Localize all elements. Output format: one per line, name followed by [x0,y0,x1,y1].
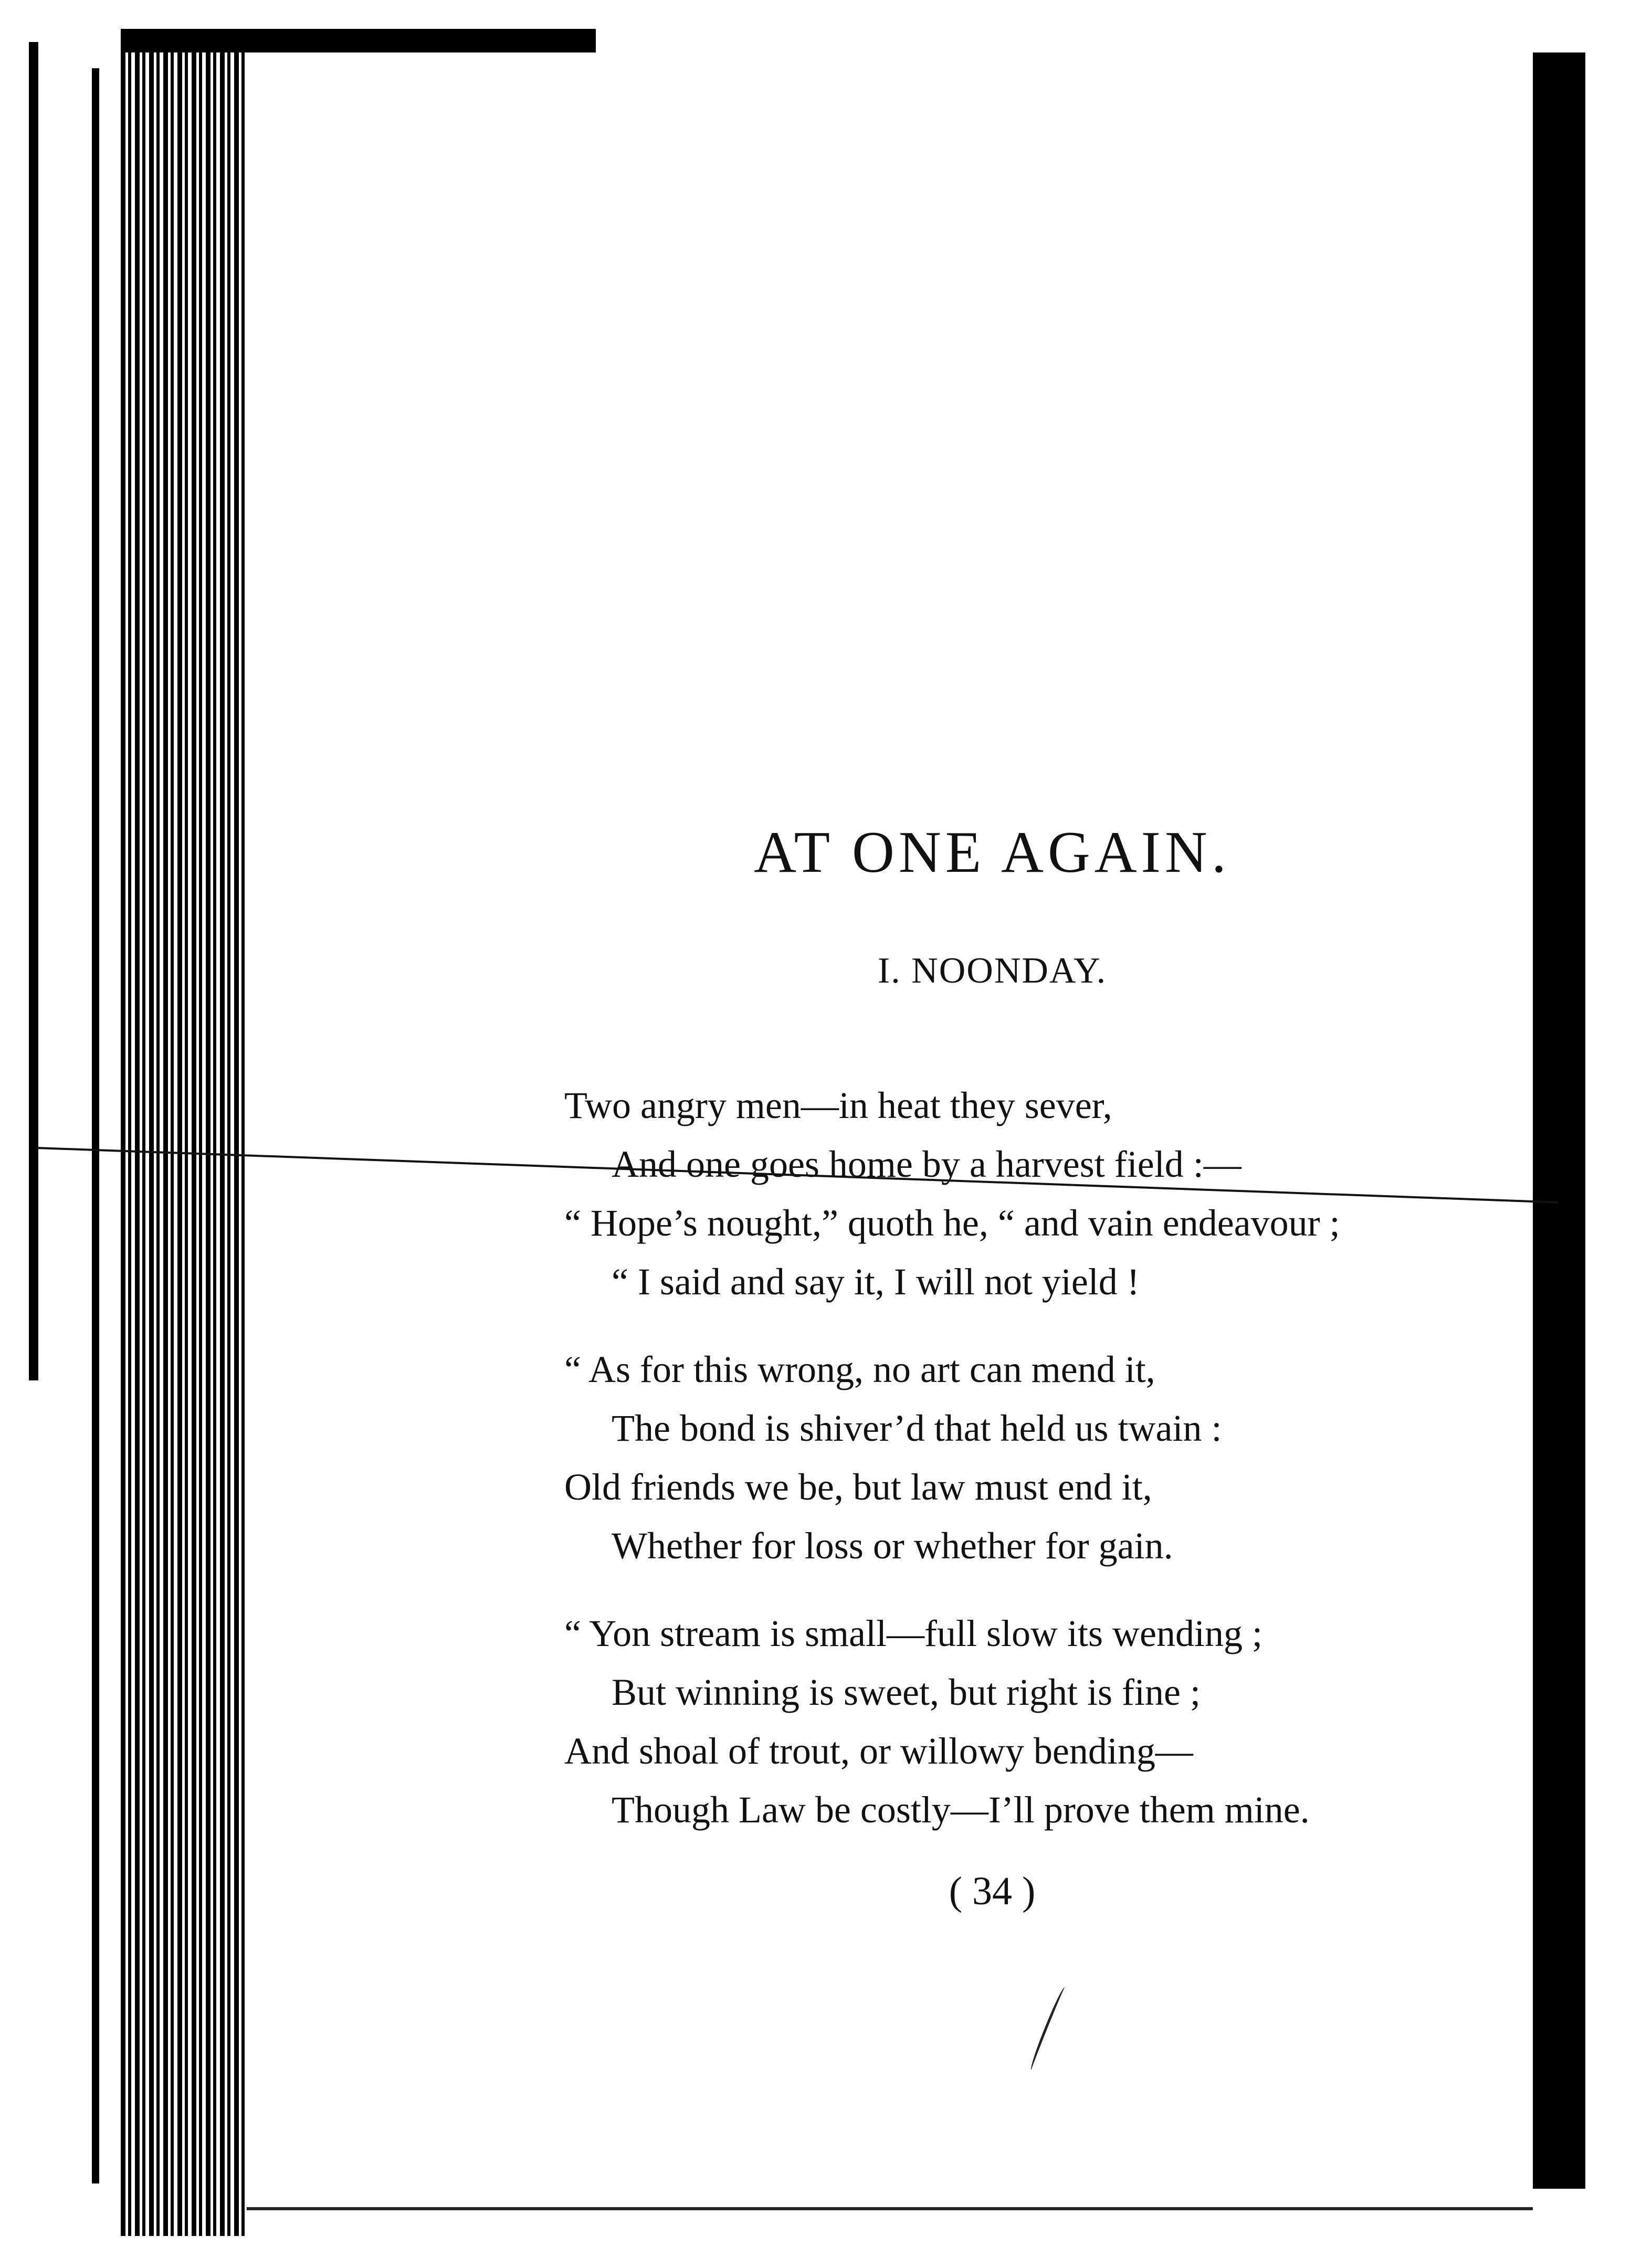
section-heading: I. NOONDAY. [877,951,1107,991]
poem-line: Old friends we be, but law must end it, [564,1466,1152,1508]
stanza [564,1604,1530,1839]
poem-line: And shoal of trout, or willowy bending— [564,1730,1193,1772]
poem-title: AT ONE AGAIN. [754,820,1230,885]
binding-shadow [121,31,247,2236]
right-edge-shadow [1533,52,1585,2189]
page-number: ( 34 ) [949,1869,1036,1913]
poem-line: “ Yon stream is small—full slow its wending ; [564,1612,1262,1654]
poem-body [564,1076,1530,1868]
poem-line: Two angry men—in heat they sever, [564,1084,1112,1126]
poem-line: And one goes home by a harvest field :— [612,1143,1241,1185]
poem-line: The bond is shiver’d that held us twain : [612,1407,1222,1449]
left-edge-shadow-inner [92,68,99,2183]
poem-line: Whether for loss or whether for gain. [612,1525,1173,1567]
stanza [564,1340,1530,1575]
bottom-edge-line [247,2207,1533,2210]
poem-line: “ I said and say it, I will not yield ! [612,1261,1140,1303]
top-edge-shadow [121,29,596,52]
poem-line: “ Hope’s nought,” quoth he, “ and vain endeavour ; [564,1202,1340,1244]
poem-line: “ As for this wrong, no art can mend it, [564,1348,1155,1390]
stanza [564,1076,1530,1311]
pen-mark [1028,1986,1068,2071]
poem-line: But winning is sweet, but right is fine ; [612,1671,1201,1713]
left-edge-shadow [29,42,38,1380]
poem-line: Though Law be costly—I’ll prove them mine. [612,1789,1310,1831]
